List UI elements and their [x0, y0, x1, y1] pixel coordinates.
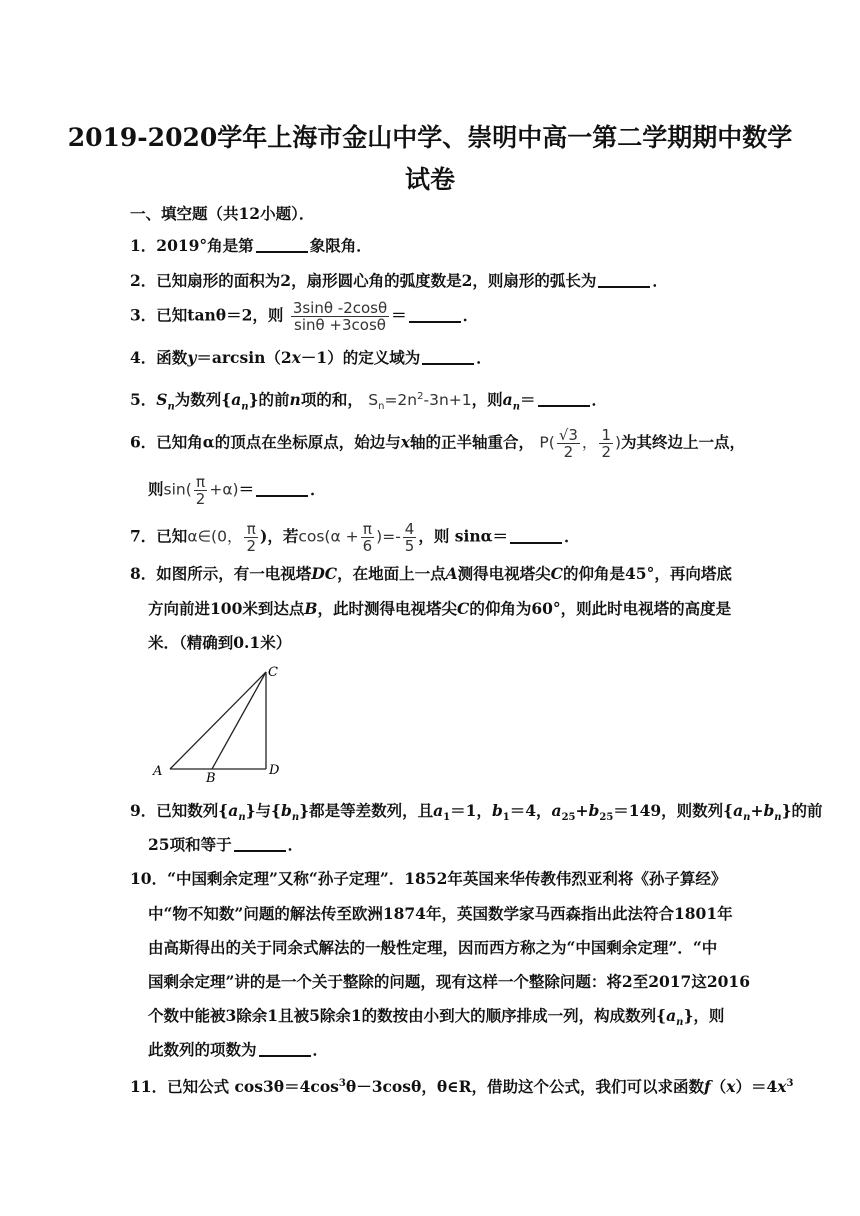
answer-blank [256, 235, 308, 253]
fraction: $\frac{\pi}{2}$ [195, 473, 206, 508]
label-d: D [269, 763, 280, 778]
question-8: 8．如图所示，有一电视塔DC，在地面上一点A测得电视塔尖C的仰角是45°，再向塔底 [130, 564, 732, 583]
question-10-line5: 个数中能被3除余1且被5除余1的数按由小到大的顺序排成一列，构成数列$\{a_n\}$，则 [148, 1006, 725, 1029]
line-ac [170, 672, 266, 769]
question-11: 11．已知公式 $\cos 3\theta=4\cos^3\theta-3\cos\theta$，θ∈R，借助这个公式，我们可以求函数$f(x)=4x^3$ [130, 1077, 794, 1097]
label-a: A [153, 764, 163, 779]
fraction: $\frac{1}{2}$ [601, 426, 611, 461]
sum-formula: $S_n=2n^2-3n+1$ [368, 391, 472, 413]
question-1: 1．2019°角是第 象限角． [130, 236, 372, 255]
answer-blank [234, 834, 286, 852]
answer-blank [259, 1039, 311, 1057]
question-9-line2: 25项和等于 ． [148, 835, 304, 854]
question-9: 9．已知数列$\{a_n\}$与$\{b_n\}$都是等差数列，且$a_1=1$，$b_1=4$，$a_{25}+b_{25}=149$，则数列$\{a_n+b_n\}$的前 [130, 801, 823, 824]
question-4: 4．函数y＝arcsin（2x－1）的定义域为 ． [130, 348, 492, 367]
answer-blank [422, 347, 474, 365]
question-2: 2．已知扇形的面积为2，扇形圆心角的弧度数是2，则扇形的弧长为 ． [130, 271, 668, 290]
answer-blank [598, 270, 650, 288]
line-bc [212, 672, 266, 769]
answer-blank [409, 305, 461, 323]
question-10-line4: 国剩余定理”讲的是一个关于整除的问题，现有这样一个整除问题：将2至2017这2016 [148, 972, 750, 991]
page-title-line1: 2019-2020学年上海市金山中学、崇明中高一第二学期期中数学 [67, 123, 793, 152]
question-10-line2: 中“物不知数”问题的解法传至欧洲1874年，英国数学家马西森指出此法符合1801年 [148, 904, 733, 923]
question-10: 10．“中国剩余定理”又称“孙子定理”．1852年英国来华传教伟烈亚利将《孙子算经》 [130, 869, 727, 888]
question-6: 6．已知角α的顶点在坐标原点，始边与x轴的正半轴重合， P( $\frac{√3}{2}$ ， $\frac{1}{2}$ )为其终边上一点， [130, 426, 746, 461]
page-title-line2: 试卷 [404, 165, 455, 194]
fraction: $\frac{\pi}{6}$ [362, 520, 373, 555]
fraction: $\frac{3\sin\theta -2\cos\theta}{\sin\theta +3\cos\theta}$ [292, 299, 388, 334]
fraction: $\frac{\pi}{2}$ [246, 520, 256, 555]
fraction: $\frac{√3}{2}$ [558, 426, 578, 461]
question-7: 7．已知α∈(0， $\frac{\pi}{2}$ )，若cos(α + $\frac{\pi}{6}$ )=- $\frac{4}{5}$ ，则 sinα＝ ． [130, 520, 580, 555]
answer-blank [256, 479, 308, 497]
question-6-line2: 则sin( $\frac{\pi}{2}$ +α)＝ ． [148, 473, 326, 508]
label-c: C [268, 665, 278, 680]
tower-diagram [148, 660, 298, 785]
question-10-line6: 此数列的项数为 ． [148, 1040, 329, 1059]
label-b: B [206, 771, 216, 785]
answer-blank [510, 526, 562, 544]
answer-blank [538, 389, 590, 407]
question-8-line3: 米．（精确到0.1米） [148, 633, 292, 652]
question-10-line3: 由高斯得出的关于同余式解法的一般性定理，因而西方称之为“中国剩余定理”．“中 [148, 938, 718, 957]
fraction: $\frac{4}{5}$ [404, 520, 415, 555]
section-heading: 一、填空题（共12小题）． [130, 204, 315, 223]
question-3: 3．已知tanθ＝2，则 $\frac{3\sin\theta -2\cos\theta}{\sin\theta +3\cos\theta}$ ＝ ． [130, 299, 479, 334]
question-8-line2: 方向前进100米到达点B，此时测得电视塔尖C的仰角为60°，则此时电视塔的高度是 [148, 599, 732, 618]
question-5: 5．$S_n$为数列$\{a_n\}$的前n项的和， $S_n=2n^2-3n+1$，则$a_n=$ ． [130, 390, 608, 413]
